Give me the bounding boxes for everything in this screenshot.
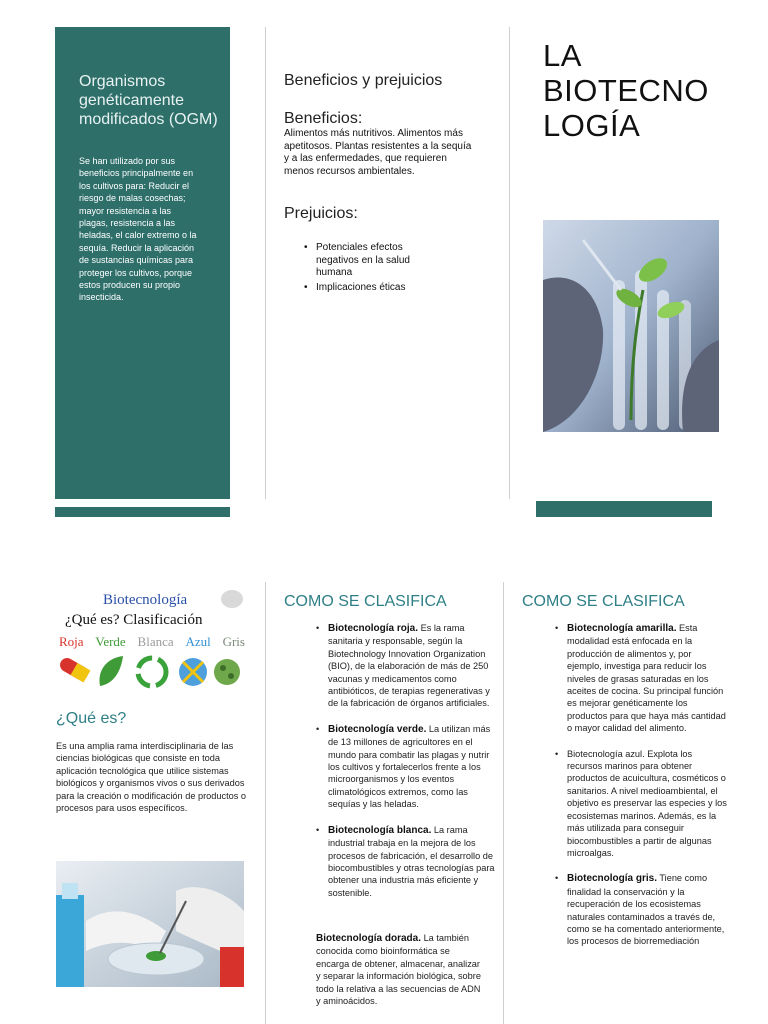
clasificacion-list-2 <box>555 622 727 948</box>
beneficios-text: Alimentos más nutritivos. Alimentos más apetitosos. Plantas resistentes a la sequía y a las enfermedades, que requieren menos recursos ambientales. <box>284 128 472 177</box>
lab-plant-photo <box>543 220 719 432</box>
biotecnologia-dorada-text: Biotecnología dorada. La también conocida como bioinformática se encarga de obtener, almacenar, analizar y separar la información biológica, sobre todo la relativa a las secuencias de ADN y aminoácidos. <box>316 933 481 1007</box>
column-divider <box>503 582 504 1024</box>
recycle-icon <box>138 658 166 686</box>
list-item: • Biotecnología azul. Explota los recursos marinos para obtener productos de acuicultura, cosméticos o sanitarios. A nivel medioambiental, el objetivo es preservar las especies y los ecosistemas marinos. Además, es la más utilizada para conseguir biocombustibles a partir de algunas microalgas. <box>567 748 727 860</box>
list-item: • Biotecnología blanca. La rama industrial trabaja en la mejora de los procesos de fabricación, el desarrollo de biocombustibles y otras tecnologías para obtener una industria más eficiente y sostenible. <box>328 824 496 899</box>
cover-accent-bar <box>536 501 712 517</box>
prejuicios-list <box>304 242 440 294</box>
biotecnologia-infographic <box>55 588 245 692</box>
list-item: • Biotecnología amarilla. Esta modalidad está enfocada en la producción de alimentos y, por ejemplo, investiga para reducir los niveles de grasas saturadas en los aceites de cocina. Su principal función es mejorar genéticamente los productos para que haya más cantidad o mayor calidad del alimento. <box>567 622 727 735</box>
infographic-subtitle: ¿Qué es? Clasificación <box>65 612 203 628</box>
list-item: • Biotecnología verde. La utilizan más de 13 millones de agricultores en el mundo para combatir las plagas y nutrir los cultivos y fortalecerlos frente a los microorganismos y los eventos climatológicos extremos, como las sequías y las heladas. <box>328 723 496 811</box>
dna-icon <box>179 658 207 686</box>
list-item: • Implicaciones éticas <box>316 282 440 295</box>
infographic-title: Biotecnología <box>103 592 188 608</box>
column-divider <box>265 582 266 1024</box>
clasifica-heading: COMO SE CLASIFICA <box>284 593 447 610</box>
leaf-icon <box>99 656 123 686</box>
color-labels: Roja Verde Blanca Azul Gris <box>59 634 245 649</box>
que-es-text: Es una amplia rama interdisciplinaria de las ciencias biológicas que consiste en toda aplicación tecnológica que utilice sistemas biológicos y organismos vivos o sus derivados para la creación o modificación de productos o procesos para usos específicos. <box>56 741 246 814</box>
list-item: • Biotecnología roja. Es la rama sanitaria y responsable, según la Biotechnology Innovation Organization (BIO), de la elaboración de más de 250 vacunas y medicamentos como antibióticos, de terapias regenerativas y de la fabricación de órganos artificiales. <box>328 622 496 710</box>
clasificacion-list-1 <box>316 622 496 899</box>
list-item: • Potenciales efectos negativos en la salud humana <box>316 242 440 280</box>
prejuicios-heading: Prejuicios: <box>284 205 358 222</box>
bacteria-icon <box>214 659 240 685</box>
lab-petri-photo <box>56 861 244 987</box>
que-es-heading: ¿Qué es? <box>56 710 127 727</box>
ogm-title: Organismos genéticamente modificados (OGM) <box>79 73 218 128</box>
clasifica-heading: COMO SE CLASIFICA <box>522 593 685 610</box>
badge-icon <box>221 590 243 608</box>
beneficios-prejuicios-heading: Beneficios y prejuicios <box>284 72 443 89</box>
list-item: • Biotecnología gris. Tiene como finalidad la conservación y la recuperación de los ecosistemas naturales contaminados a través de, como se ha comentado anteriormente, los procesos de biorremediación <box>567 872 727 947</box>
beneficios-heading: Beneficios: <box>284 110 363 127</box>
column-divider <box>265 27 266 499</box>
column-divider <box>509 27 510 499</box>
ogm-accent-bar <box>55 507 230 517</box>
cover-title: LA BIOTECNO LOGÍA <box>543 38 709 143</box>
ogm-text: Se han utilizado por sus beneficios principalmente en los cultivos para: Reducir el riesgo de malas cosechas; mayor resistencia a las plagas, resistencia a las heladas, el calor extremo o la sequía. Reducir la aplicación de sustancias químicas para proteger los cultivos, porque estos producen su propio insecticida. <box>79 156 197 303</box>
pill-icon <box>58 655 91 682</box>
